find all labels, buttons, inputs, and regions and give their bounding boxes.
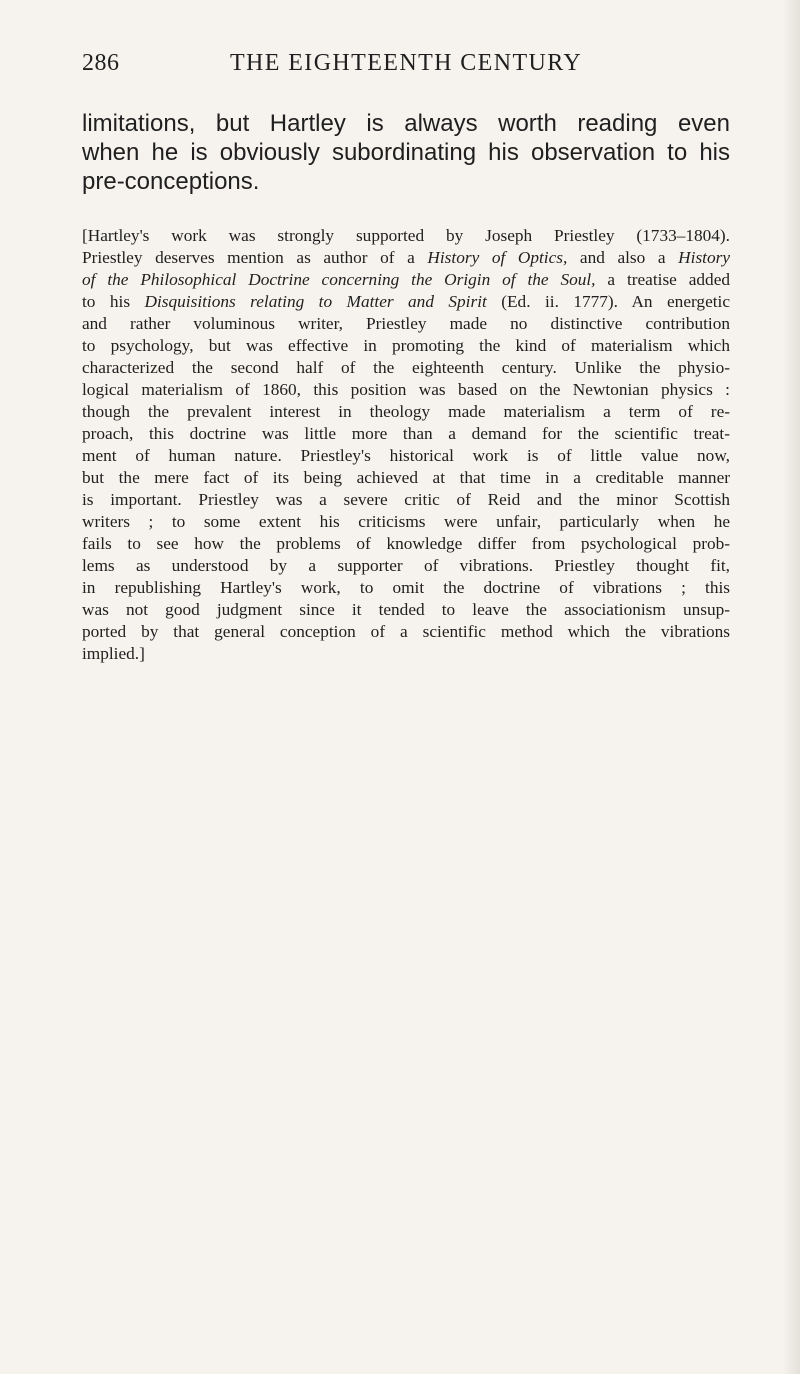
note-text: to his [82, 292, 145, 311]
page-header [82, 50, 730, 84]
note-line: to psychology, but was effective in promoting the kind of materialism which [82, 336, 730, 355]
note-line: writers ; to some extent his criticisms were unfair, particularly when he [82, 512, 730, 531]
book-title: History of Optics, [427, 248, 568, 267]
page-edge-shadow [782, 0, 800, 1374]
main-text-line: pre-conceptions. [82, 168, 260, 195]
note-line: and rather voluminous writer, Priestley made no distinctive contribution [82, 314, 730, 333]
note-line: lems as understood by a supporter of vibrations. Priestley thought fit, [82, 556, 730, 575]
note-line: though the prevalent interest in theology made materialism a term of re- [82, 402, 730, 421]
note-text: (Ed. ii. 1777). An energetic [486, 292, 731, 311]
note-line: characterized the second half of the eighteenth century. Unlike the physio- [82, 358, 730, 377]
note-line [82, 247, 730, 268]
note-line: ment of human nature. Priestley's historical work is of little value now, [82, 446, 730, 465]
book-title: History [678, 248, 730, 267]
note-line [82, 269, 730, 290]
note-line: proach, this doctrine was little more than a demand for the scientific treat- [82, 424, 730, 443]
book-title: of the Philosophical Doctrine concerning the Origin of the Soul, [82, 270, 596, 289]
main-text-line: when he is obviously subordinating his observation to his [82, 139, 730, 166]
note-line: but the mere fact of its being achieved at that time in a creditable manner [82, 468, 730, 487]
note-line: was not good judgment since it tended to leave the associationism unsup- [82, 600, 730, 619]
note-line [82, 225, 730, 246]
note-text: a treatise added [595, 270, 731, 289]
note-line: ported by that general conception of a scientific method which the vibrations [82, 622, 730, 641]
note-line: fails to see how the problems of knowledge differ from psychological prob- [82, 534, 730, 553]
page-number: 286 [82, 50, 120, 76]
note-line [82, 291, 730, 312]
note-line: in republishing Hartley's work, to omit the doctrine of vibrations ; this [82, 578, 730, 597]
note-line: logical materialism of 1860, this position was based on the Newtonian physics : [82, 380, 730, 399]
note-line: implied.] [82, 644, 145, 663]
book-title: Disquisitions relating to Matter and Spirit [144, 292, 487, 311]
note-text: Priestley deserves mention as author of a [82, 248, 428, 267]
main-text-line: limitations, but Hartley is always worth reading even [82, 110, 730, 137]
note-text: and also a [567, 248, 679, 267]
note-text: [Hartley's work was strongly supported by Joseph Priestley (1733–1804). [82, 226, 730, 245]
running-title: THE EIGHTEENTH CENTURY [230, 50, 583, 76]
note-line: is important. Priestley was a severe critic of Reid and the minor Scottish [82, 490, 730, 509]
